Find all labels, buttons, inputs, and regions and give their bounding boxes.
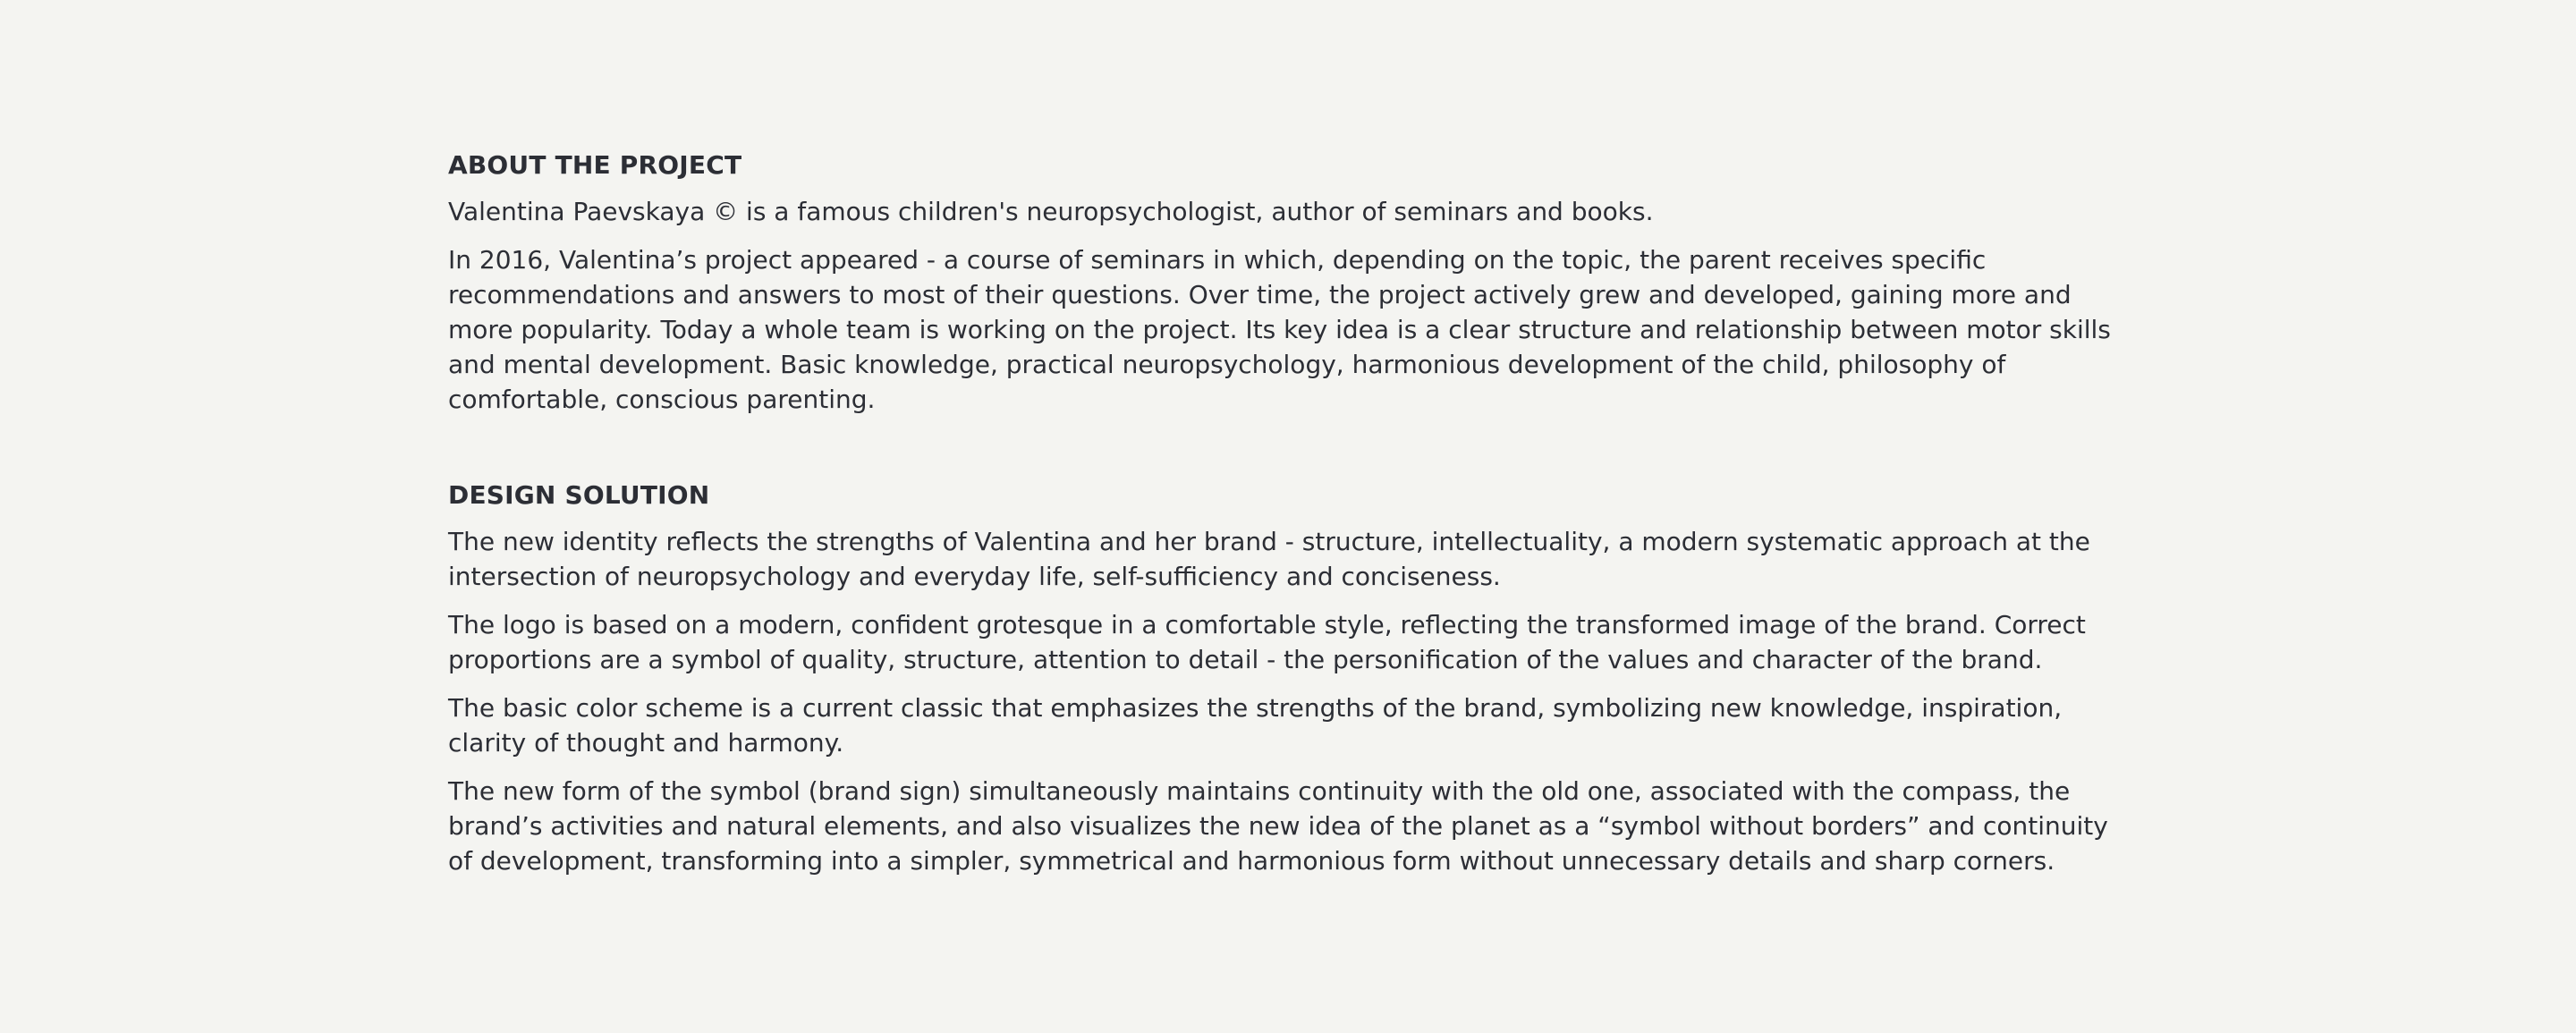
- about-paragraph-history: In 2016, Valentina’s project appeared - a course of seminars in which, depending on the topic, the parent receives specific recommendations and answers to most of their questions. Over time, the project actively grew and developed, gaining more and more popularity. Today a whole team is working on the project. Its key idea is a clear structure and relationship between motor skills and mental development. Basic knowledge, practical neuropsychology, harmonious development of the child, philosophy of comfortable, conscious parenting.: [448, 245, 2111, 414]
- design-heading: DESIGN SOLUTION: [448, 480, 710, 510]
- design-section: [448, 476, 2139, 878]
- about-section: [448, 146, 2139, 417]
- design-paragraph-logo: The logo is based on a modern, confident grotesque in a comfortable style, reflecting the transformed image of the brand. Correct proportions are a symbol of quality, structure, attention to detail - the personification of the values and character of the brand.: [448, 610, 2086, 674]
- design-paragraph-identity: The new identity reflects the strengths of Valentina and her brand - structure, intellectuality, a modern systematic approach at the intersection of neuropsychology and everyday life, self-sufficiency and conciseness.: [448, 527, 2090, 591]
- design-paragraph-color: The basic color scheme is a current classic that emphasizes the strengths of the brand, symbolizing new knowledge, inspiration, clarity of thought and harmony.: [448, 693, 2063, 758]
- about-paragraph-intro: Valentina Paevskaya © is a famous children's neuropsychologist, author of seminars and books.: [448, 197, 1654, 226]
- design-paragraph-symbol: The new form of the symbol (brand sign) simultaneously maintains continuity with the old one, associated with the compass, the brand’s activities and natural elements, and also visualizes the new idea of the planet as a “symbol without borders” and continuity of development, transforming into a simpler, symmetrical and harmonious form without unnecessary details and sharp corners.: [448, 776, 2108, 876]
- about-heading: ABOUT THE PROJECT: [448, 150, 742, 180]
- project-description: [448, 146, 2139, 892]
